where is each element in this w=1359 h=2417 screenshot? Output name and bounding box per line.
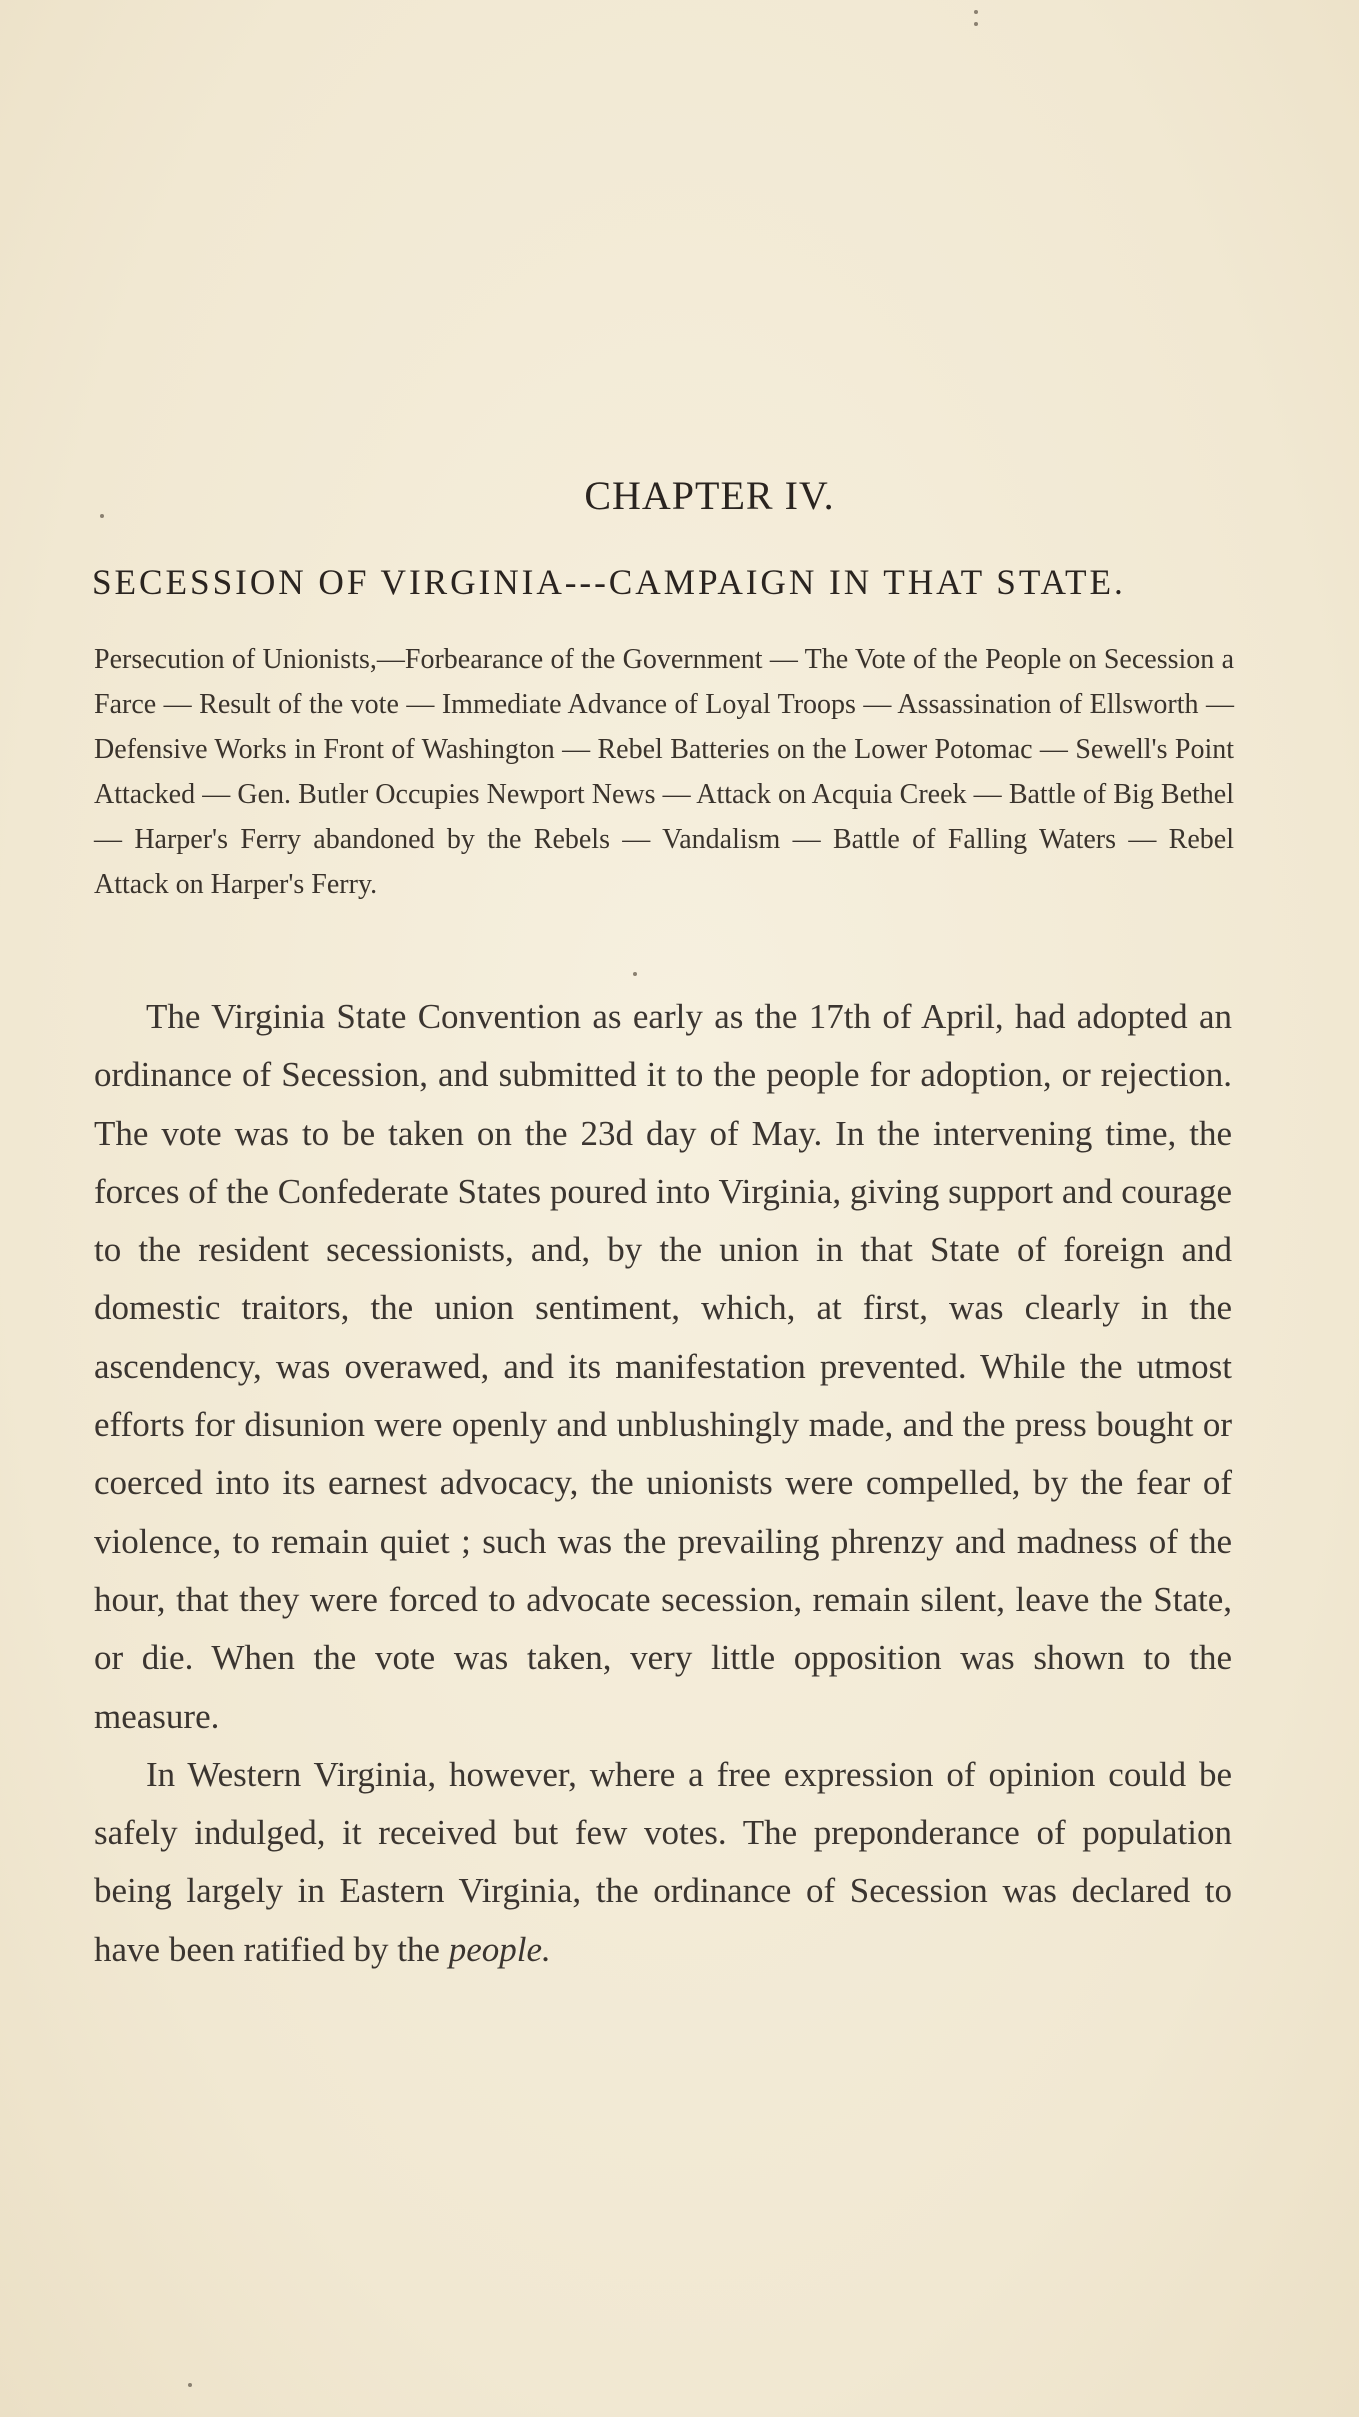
page-speck xyxy=(633,972,637,976)
body-text xyxy=(94,988,1232,1979)
emphasized-word: people. xyxy=(448,1929,551,1969)
chapter-subtitle: SECESSION OF VIRGINIA---CAMPAIGN IN THAT STATE. xyxy=(92,562,1126,602)
paragraph-text: In Western Virginia, however, where a free expression of opinion could be safely indulged, it received but few votes. The preponderance of population being largely in Eastern Virginia, the ordinance of Secession was declared to have been ratified by the xyxy=(94,1754,1232,1969)
chapter-heading: CHAPTER IV. xyxy=(584,473,835,518)
synopsis-text: Persecution of Unionists,—Forbearance of the Government — The Vote of the People on Secession a Farce — Result of the vote — Immediate Advance of Loyal Troops — Assassination of Ellsworth — Defensive Works in Front of Washington — Rebel Batteries on the Lower Potomac — Sewell's Point Attacked — Gen. Butler Occupies Newport News — Attack on Acquia Creek — Battle of Big Bethel — Harper's Ferry abandoned by the Rebels — Vandalism — Battle of Falling Waters — Rebel Attack on Harper's Ferry. xyxy=(94,644,1234,900)
paragraph xyxy=(94,1746,1232,1979)
chapter-synopsis xyxy=(94,637,1234,907)
page-speck xyxy=(974,10,978,14)
paragraph: The Virginia State Convention as early as the 17th of April, had adopted an ordinance of Secession, and submitted it to the people for adoption, or rejection. The vote was to be taken on the 23d day of May. In the intervening time, the forces of the Confederate States poured into Virginia, giving support and courage to the resident secessionists, and, by the union in that State of foreign and domestic traitors, the union sentiment, which, at first, was clearly in the ascendency, was overawed, and its manifestation prevented. While the utmost efforts for disunion were openly and unblushingly made, and the press bought or coerced into its earnest advocacy, the unionists were compelled, by the fear of violence, to remain quiet ; such was the prevailing phrenzy and madness of the hour, that they were forced to advocate secession, remain silent, leave the State, or die. When the vote was taken, very little opposition was shown to the measure. xyxy=(94,997,1232,1736)
page-speck xyxy=(188,2383,192,2387)
page-speck xyxy=(974,22,978,26)
